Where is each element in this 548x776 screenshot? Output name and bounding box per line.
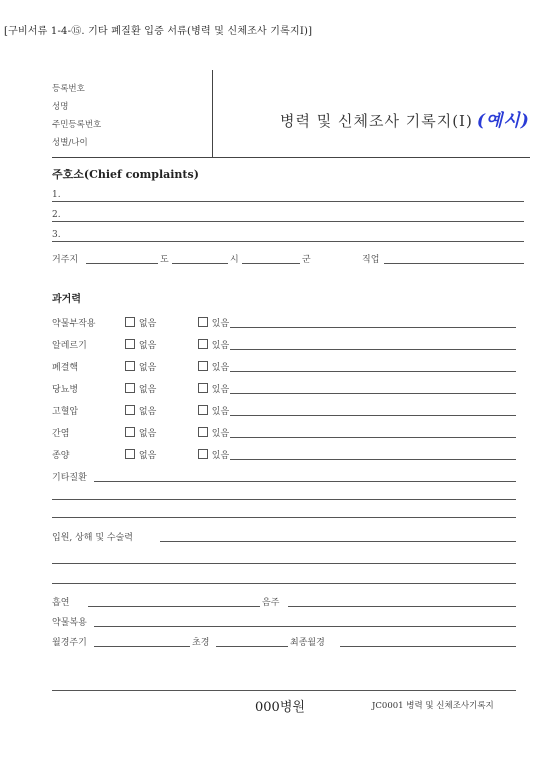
none-label: 없음 — [138, 363, 157, 373]
menarche-label: 초경 — [192, 638, 210, 648]
none-checkbox[interactable] — [125, 449, 135, 459]
complaint-3-label: 3. — [52, 230, 61, 240]
none-checkbox[interactable] — [125, 405, 135, 415]
id-field-name: 성명 — [52, 102, 69, 112]
form-title — [280, 106, 530, 131]
address-gun-line[interactable] — [242, 263, 300, 264]
history-row — [52, 404, 229, 417]
history-row — [52, 382, 229, 395]
history-item-label: 알레르기 — [52, 341, 87, 351]
yes-label: 있음 — [211, 451, 230, 461]
none-label: 없음 — [138, 341, 157, 351]
none-checkbox[interactable] — [125, 361, 135, 371]
history-row — [52, 426, 229, 439]
medication-line[interactable] — [94, 626, 516, 627]
complaint-2-label: 2. — [52, 210, 61, 220]
address-si-line[interactable] — [172, 263, 228, 264]
history-item-label: 약물부작용 — [52, 319, 96, 329]
id-fields — [52, 80, 212, 152]
id-field-sex-age: 성별/나이 — [52, 138, 88, 148]
menarche-line[interactable] — [216, 646, 288, 647]
none-label: 없음 — [138, 451, 157, 461]
history-row — [52, 316, 229, 329]
history-row — [52, 338, 229, 351]
complaint-3-line[interactable] — [52, 241, 524, 242]
last-period-label: 최종월경 — [290, 638, 325, 648]
yes-label: 있음 — [211, 385, 230, 395]
form-code: JC0001 병력 및 신체조사기록지 — [372, 701, 494, 711]
surgery-line-2[interactable] — [52, 563, 516, 564]
job-label: 직업 — [362, 255, 380, 265]
form-title-text: 병력 및 신체조사 기록지(Ⅰ) — [280, 112, 473, 130]
address-label: 거주지 — [52, 255, 79, 265]
complaint-1-label: 1. — [52, 190, 61, 200]
history-detail-line[interactable] — [230, 349, 516, 350]
none-checkbox[interactable] — [125, 383, 135, 393]
yes-checkbox[interactable] — [198, 361, 208, 371]
history-item-label: 폐결핵 — [52, 363, 79, 373]
yes-label: 있음 — [211, 319, 230, 329]
address-do-line[interactable] — [86, 263, 158, 264]
yes-label: 있음 — [211, 407, 230, 417]
history-row — [52, 360, 229, 373]
history-item-label: 종양 — [52, 451, 70, 461]
document-header: [구비서류 1-4-⑮. 기타 폐질환 입증 서류(병력 및 신체조사 기록지Ⅰ)] — [4, 26, 313, 37]
smoking-line[interactable] — [88, 606, 260, 607]
surgery-line-3[interactable] — [52, 583, 516, 584]
cycle-label: 월경주기 — [52, 638, 87, 648]
hospital-name: 000병원 — [255, 700, 305, 715]
cycle-line[interactable] — [94, 646, 190, 647]
chief-complaints-label: 주호소(Chief complaints) — [52, 168, 199, 181]
yes-checkbox[interactable] — [198, 449, 208, 459]
medication-label: 약물복용 — [52, 618, 87, 628]
surgery-line[interactable] — [160, 541, 516, 542]
id-field-registration: 등록번호 — [52, 84, 85, 94]
yes-checkbox[interactable] — [198, 317, 208, 327]
address-si: 시 — [230, 255, 239, 265]
drinking-label: 음주 — [262, 598, 280, 608]
none-label: 없음 — [138, 319, 157, 329]
yes-label: 있음 — [211, 429, 230, 439]
none-checkbox[interactable] — [125, 339, 135, 349]
address-gun: 군 — [302, 255, 311, 265]
history-detail-line[interactable] — [230, 437, 516, 438]
smoking-label: 흡연 — [52, 598, 70, 608]
yes-label: 있음 — [211, 341, 230, 351]
history-detail-line[interactable] — [230, 371, 516, 372]
history-detail-line[interactable] — [230, 327, 516, 328]
other-disease-line-3[interactable] — [52, 517, 516, 518]
yes-checkbox[interactable] — [198, 405, 208, 415]
surgery-label: 입원, 상해 및 수술력 — [52, 533, 133, 543]
address-do: 도 — [160, 255, 169, 265]
other-disease-line[interactable] — [94, 481, 516, 482]
other-disease-label: 기타질환 — [52, 473, 87, 483]
history-detail-line[interactable] — [230, 393, 516, 394]
history-detail-line[interactable] — [230, 459, 516, 460]
none-checkbox[interactable] — [125, 317, 135, 327]
complaint-1-line[interactable] — [52, 201, 524, 202]
yes-checkbox[interactable] — [198, 427, 208, 437]
yes-checkbox[interactable] — [198, 383, 208, 393]
drinking-line[interactable] — [288, 606, 516, 607]
footer-rule — [52, 690, 516, 691]
none-label: 없음 — [138, 407, 157, 417]
complaint-2-line[interactable] — [52, 221, 524, 222]
none-checkbox[interactable] — [125, 427, 135, 437]
history-item-label: 당뇨병 — [52, 385, 79, 395]
example-mark: (예시) — [476, 111, 530, 131]
history-row — [52, 448, 229, 461]
last-period-line[interactable] — [340, 646, 516, 647]
none-label: 없음 — [138, 385, 157, 395]
past-history-label: 과거력 — [52, 294, 81, 305]
title-rule — [52, 157, 530, 158]
yes-label: 있음 — [211, 363, 230, 373]
history-item-label: 고혈압 — [52, 407, 79, 417]
none-label: 없음 — [138, 429, 157, 439]
history-item-label: 간염 — [52, 429, 70, 439]
other-disease-line-2[interactable] — [52, 499, 516, 500]
yes-checkbox[interactable] — [198, 339, 208, 349]
id-field-resident-number: 주민등록번호 — [52, 120, 102, 130]
job-line[interactable] — [384, 263, 524, 264]
history-detail-line[interactable] — [230, 415, 516, 416]
id-divider — [212, 70, 213, 158]
